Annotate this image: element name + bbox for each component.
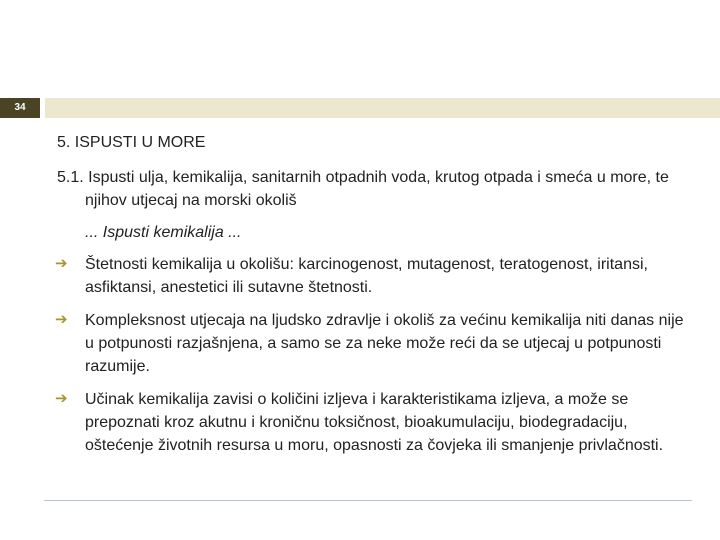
bullet-text: Učinak kemikalija zavisi o količini izljeva i karakteristikama izljeva, a može se prepoznati kroz akutnu i kroničnu toksičnost, bioakumulaciju, biodegradaciju, oštećenje životnih resursa u moru, opasnosti za čovjeka ili smanjenje privlačnosti. (85, 391, 664, 454)
bullet-text: Kompleksnost utjecaja na ljudsko zdravlje i okoliš za većinu kemikalija niti danas nije u potpunosti razjašnjena, a samo se za neke može reći da se utjecaj u potpunosti razumije. (85, 312, 684, 375)
arrow-right-icon: ➔ (55, 311, 68, 328)
title-bar (45, 98, 720, 118)
section-subheading: 5.1. Ispusti ulja, kemikalija, sanitarnih otpadnih voda, krutog otpada i smeća u more, te njihov utjecaj na morski okoliš (57, 169, 669, 209)
bottom-divider (44, 500, 692, 501)
bullet-item (57, 309, 687, 378)
header-band (0, 98, 720, 118)
bullet-item (57, 388, 687, 457)
bullet-text: Štetnosti kemikalija u okolišu: karcinogenost, mutagenost, teratogenost, iritansi, asfiktansi, anestetici ili sutavne štetnosti. (85, 256, 648, 296)
arrow-right-icon: ➔ (55, 255, 68, 272)
section-label: ... Ispusti kemikalija ... (85, 224, 242, 241)
bullet-item (57, 253, 687, 299)
section-heading: 5. ISPUSTI U MORE (57, 134, 206, 151)
arrow-right-icon: ➔ (55, 390, 68, 407)
slide-content (57, 131, 687, 467)
slide-number: 34 (0, 98, 40, 118)
